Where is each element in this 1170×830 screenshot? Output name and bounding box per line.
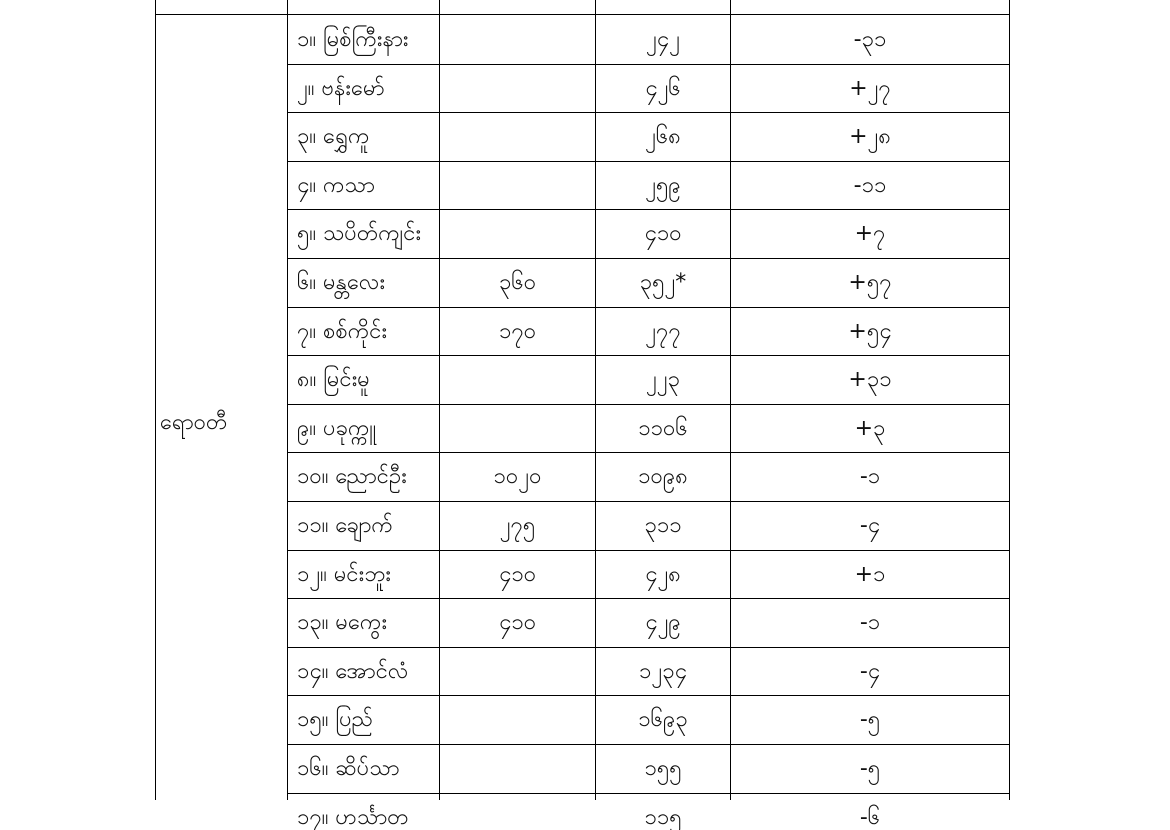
row-divider [287, 355, 1010, 356]
value-col-2: ၂၆၈ [645, 124, 681, 150]
value-col-3: -၁ [859, 464, 881, 490]
value-col-2: ၂၅၉ [645, 172, 681, 198]
station-name: ၁။ မြစ်ကြီးနား [297, 27, 409, 52]
row-divider [287, 598, 1010, 599]
value-col-2: ၄၂၈ [645, 561, 681, 587]
station-name: ၁၀။ ညောင်ဦး [297, 464, 407, 490]
value-col-3: -၅ [859, 756, 881, 781]
row-divider [287, 307, 1010, 308]
row-divider [287, 501, 1010, 502]
station-name: ၁၂။ မင်းဘူး [297, 561, 391, 587]
value-col-3: -၄ [859, 658, 881, 684]
value-col-3: +၁ [854, 561, 886, 587]
station-name: ၇။ စစ်ကိုင်း [297, 318, 388, 344]
row-divider [287, 793, 1010, 794]
station-name: ၁၄။ အောင်လံ [297, 658, 409, 684]
value-col-2: ၃၅၂* [639, 270, 687, 295]
value-col-3: -၁ [859, 610, 881, 636]
row-divider [287, 404, 1010, 405]
value-col-2: ၃၁၁ [644, 513, 682, 538]
station-name: ၅။ သပိတ်ကျင်း [297, 221, 422, 247]
station-name: ၁၁။ ချောက် [297, 513, 393, 538]
value-col-3: +၃၁ [848, 367, 892, 393]
col-divider [439, 0, 440, 800]
value-col-2: ၁၂၃၄ [639, 658, 687, 684]
value-col-2: ၁၆၉၃ [638, 707, 688, 733]
row-divider [287, 744, 1010, 745]
value-col-3: -၆ [859, 804, 881, 830]
value-col-3: -၄ [859, 513, 881, 538]
value-col-1: ၁၇၀ [498, 318, 537, 344]
row-divider [287, 258, 1010, 259]
value-col-2: ၄၂၉ [645, 610, 681, 636]
station-name: ၃။ ရွှေကူ [297, 124, 370, 150]
value-col-3: +၂၇ [849, 75, 891, 101]
row-divider [287, 550, 1010, 551]
row-divider [287, 112, 1010, 113]
row-divider [287, 161, 1010, 162]
station-name: ၈။ မြင်းမူ [297, 367, 370, 393]
value-col-2: ၂၇၇ [645, 318, 681, 344]
value-col-3: -၅ [859, 707, 881, 733]
value-col-3: +၃ [854, 415, 886, 441]
col-divider [1009, 0, 1010, 800]
value-col-1: ၄၁၀ [498, 561, 537, 587]
col-divider [155, 0, 156, 800]
value-col-3: +၅၇ [848, 270, 892, 295]
col-divider [287, 0, 288, 800]
value-col-1: ၃၆၀ [498, 270, 537, 295]
row-divider [287, 452, 1010, 453]
value-col-2: ၄၂၆ [645, 75, 681, 101]
station-name: ၁၅။ ပြည် [297, 707, 373, 733]
station-name: ၄။ ကသာ [297, 172, 375, 198]
value-col-3: +၂၈ [849, 124, 891, 150]
region-label: ရောဝတီ [160, 410, 228, 435]
value-col-1: ၄၁၀ [498, 610, 537, 636]
value-col-2: ၁၁၀၆ [638, 415, 688, 441]
value-col-3: +၅၄ [848, 318, 892, 344]
station-name: ၁၃။ မကွေး [297, 610, 388, 636]
row-divider [287, 695, 1010, 696]
station-name: ၁၇။ ဟင်္သာတ [297, 804, 409, 830]
station-name: ၆။ မန္တလေး [297, 270, 386, 295]
value-col-2: ၄၁၀ [644, 221, 682, 247]
value-col-2: ၁၁၅ [644, 804, 682, 830]
row-divider [287, 64, 1010, 65]
value-col-2: ၁၅၅ [644, 756, 682, 781]
row-divider [287, 209, 1010, 210]
station-name: ၉။ ပခုက္ကူ [297, 415, 376, 441]
value-col-2: ၂၄၂ [646, 27, 680, 52]
value-col-3: -၃၁ [853, 27, 887, 52]
value-col-1: ၂၇၅ [499, 513, 536, 538]
value-col-1: ၁၀၂၀ [493, 464, 542, 490]
row-divider [155, 14, 1010, 15]
value-col-2: ၂၂၃ [646, 367, 680, 393]
value-col-3: +၇ [854, 221, 886, 247]
value-col-2: ၁၀၉၈ [638, 464, 688, 490]
station-name: ၂။ ဗန်းမော် [297, 75, 385, 101]
row-divider [287, 647, 1010, 648]
station-name: ၁၆။ ဆိပ်သာ [297, 756, 400, 781]
value-col-3: -၁၁ [853, 172, 887, 198]
